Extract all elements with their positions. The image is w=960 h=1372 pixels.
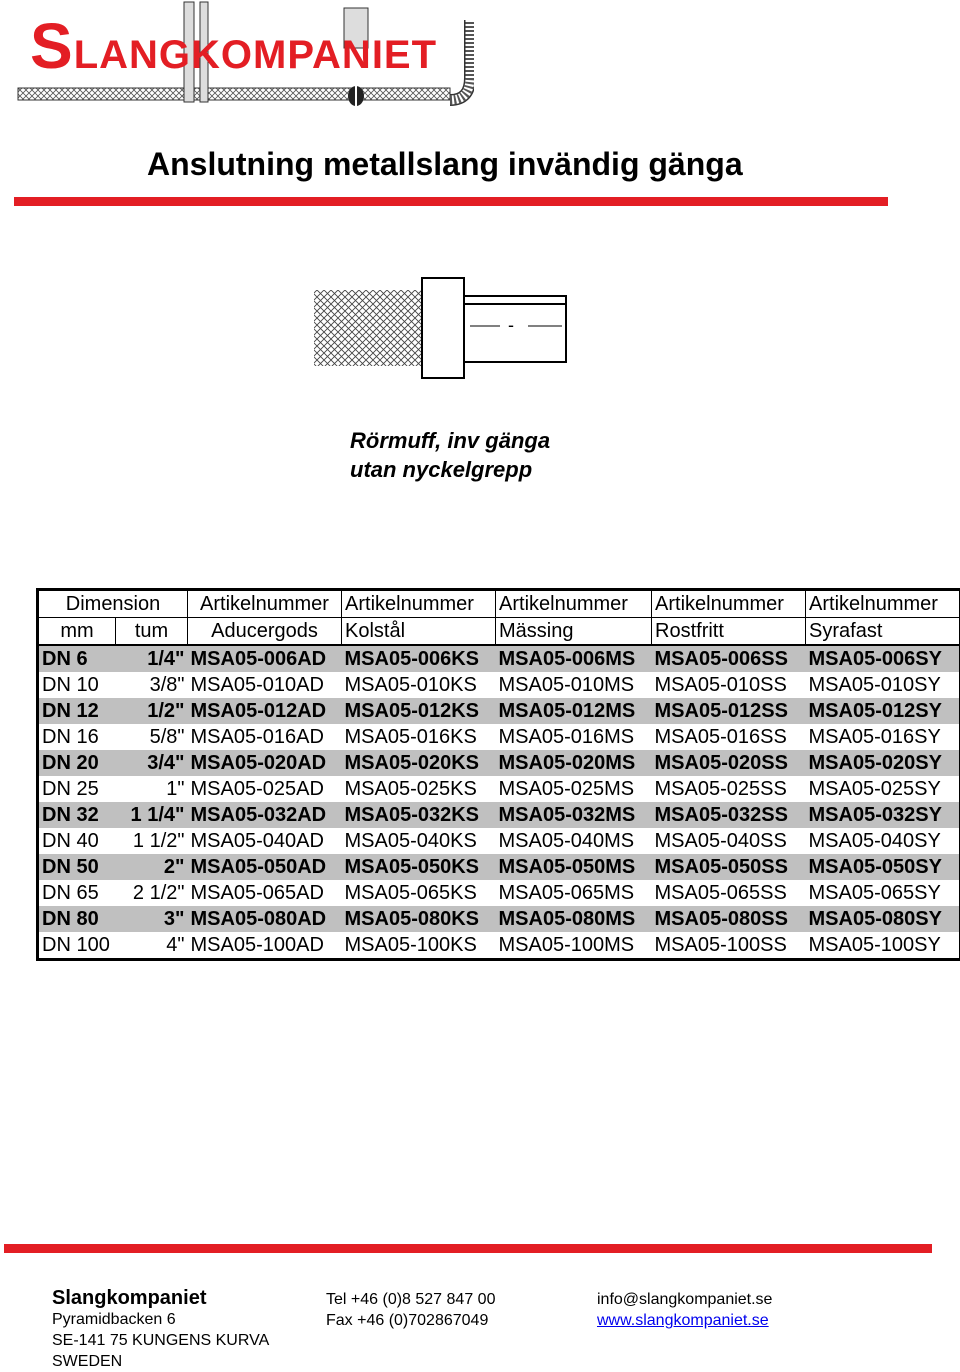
cell-tum: 2 1/2" xyxy=(116,880,188,906)
header-massing: Mässing xyxy=(496,618,652,646)
cell-dn: DN 10 xyxy=(38,672,116,698)
cell-article-number: MSA05-050KS xyxy=(342,854,496,880)
table-row xyxy=(38,776,960,802)
cell-article-number: MSA05-006KS xyxy=(342,645,496,672)
footer-company: Slangkompaniet xyxy=(52,1288,269,1309)
cell-article-number: MSA05-040MS xyxy=(496,828,652,854)
cell-tum: 5/8" xyxy=(116,724,188,750)
footer-city: SE-141 75 KUNGENS KURVA xyxy=(52,1330,269,1351)
footer-street: Pyramidbacken 6 xyxy=(52,1309,269,1330)
header-artikelnummer: Artikelnummer xyxy=(188,590,342,618)
cell-article-number: MSA05-025MS xyxy=(496,776,652,802)
cell-article-number: MSA05-100SY xyxy=(806,932,960,960)
cell-article-number: MSA05-016MS xyxy=(496,724,652,750)
article-table xyxy=(36,588,960,961)
cell-article-number: MSA05-016SS xyxy=(652,724,806,750)
cell-article-number: MSA05-025AD xyxy=(188,776,342,802)
cell-article-number: MSA05-065KS xyxy=(342,880,496,906)
header-rostfritt: Rostfritt xyxy=(652,618,806,646)
cell-article-number: MSA05-025SY xyxy=(806,776,960,802)
header-syrafast: Syrafast xyxy=(806,618,960,646)
header-artikelnummer: Artikelnummer xyxy=(342,590,496,618)
cell-article-number: MSA05-050SY xyxy=(806,854,960,880)
cell-article-number: MSA05-040KS xyxy=(342,828,496,854)
cell-tum: 1" xyxy=(116,776,188,802)
divider-top xyxy=(14,197,888,206)
footer-email: info@slangkompaniet.se xyxy=(597,1289,772,1310)
cell-article-number: MSA05-065SY xyxy=(806,880,960,906)
cell-tum: 3" xyxy=(116,906,188,932)
caption-line-2: utan nyckelgrepp xyxy=(350,455,550,484)
header-mm: mm xyxy=(38,618,116,646)
table-row xyxy=(38,906,960,932)
cell-article-number: MSA05-006AD xyxy=(188,645,342,672)
header-artikelnummer: Artikelnummer xyxy=(496,590,652,618)
cell-article-number: MSA05-080AD xyxy=(188,906,342,932)
cell-dn: DN 16 xyxy=(38,724,116,750)
cell-dn: DN 20 xyxy=(38,750,116,776)
page-title: Anslutning metallslang invändig gänga xyxy=(147,144,743,184)
cell-article-number: MSA05-050MS xyxy=(496,854,652,880)
cell-article-number: MSA05-012SY xyxy=(806,698,960,724)
cell-article-number: MSA05-020KS xyxy=(342,750,496,776)
footer-country: SWEDEN xyxy=(52,1351,269,1372)
cell-article-number: MSA05-010SY xyxy=(806,672,960,698)
caption-line-1: Rörmuff, inv gänga xyxy=(350,426,550,455)
footer-phone xyxy=(326,1289,495,1331)
cell-tum: 1/4" xyxy=(116,645,188,672)
cell-article-number: MSA05-012AD xyxy=(188,698,342,724)
product-caption xyxy=(350,426,550,484)
cell-article-number: MSA05-032AD xyxy=(188,802,342,828)
cell-article-number: MSA05-010AD xyxy=(188,672,342,698)
cell-article-number: MSA05-100KS xyxy=(342,932,496,960)
cell-dn: DN 6 xyxy=(38,645,116,672)
footer-web-link[interactable]: www.slangkompaniet.se xyxy=(597,1312,769,1329)
cell-article-number: MSA05-025KS xyxy=(342,776,496,802)
cell-article-number: MSA05-080MS xyxy=(496,906,652,932)
footer-address xyxy=(52,1288,269,1372)
cell-tum: 3/4" xyxy=(116,750,188,776)
cell-dn: DN 100 xyxy=(38,932,116,960)
cell-article-number: MSA05-010MS xyxy=(496,672,652,698)
logo-wordmark xyxy=(30,14,437,79)
cell-article-number: MSA05-025SS xyxy=(652,776,806,802)
cell-article-number: MSA05-065AD xyxy=(188,880,342,906)
cell-dn: DN 65 xyxy=(38,880,116,906)
cell-article-number: MSA05-080SS xyxy=(652,906,806,932)
cell-tum: 4" xyxy=(116,932,188,960)
cell-article-number: MSA05-020AD xyxy=(188,750,342,776)
cell-article-number: MSA05-010SS xyxy=(652,672,806,698)
cell-article-number: MSA05-040AD xyxy=(188,828,342,854)
cell-dn: DN 32 xyxy=(38,802,116,828)
cell-article-number: MSA05-080SY xyxy=(806,906,960,932)
cell-article-number: MSA05-032SY xyxy=(806,802,960,828)
cell-article-number: MSA05-100SS xyxy=(652,932,806,960)
cell-tum: 1 1/4" xyxy=(116,802,188,828)
cell-article-number: MSA05-006MS xyxy=(496,645,652,672)
cell-article-number: MSA05-020SS xyxy=(652,750,806,776)
footer-fax: Fax +46 (0)702867049 xyxy=(326,1310,495,1331)
cell-tum: 3/8" xyxy=(116,672,188,698)
table-row xyxy=(38,750,960,776)
cell-article-number: MSA05-016SY xyxy=(806,724,960,750)
header-tum: tum xyxy=(116,618,188,646)
cell-dn: DN 50 xyxy=(38,854,116,880)
cell-dn: DN 40 xyxy=(38,828,116,854)
cell-article-number: MSA05-100MS xyxy=(496,932,652,960)
cell-article-number: MSA05-065SS xyxy=(652,880,806,906)
cell-article-number: MSA05-050AD xyxy=(188,854,342,880)
logo-rest-letters: LANGKOMPANIET xyxy=(74,33,437,77)
table-row xyxy=(38,802,960,828)
cell-dn: DN 12 xyxy=(38,698,116,724)
table-row xyxy=(38,672,960,698)
table-row xyxy=(38,880,960,906)
table-row xyxy=(38,724,960,750)
cell-article-number: MSA05-012SS xyxy=(652,698,806,724)
cell-article-number: MSA05-020SY xyxy=(806,750,960,776)
table-row xyxy=(38,854,960,880)
table-row xyxy=(38,828,960,854)
cell-dn: DN 25 xyxy=(38,776,116,802)
cell-article-number: MSA05-065MS xyxy=(496,880,652,906)
cell-article-number: MSA05-032MS xyxy=(496,802,652,828)
center-mark: - xyxy=(508,315,514,335)
fitting-drawing xyxy=(310,276,572,384)
header-artikelnummer: Artikelnummer xyxy=(652,590,806,618)
footer-tel: Tel +46 (0)8 527 847 00 xyxy=(326,1289,495,1310)
cell-article-number: MSA05-006SY xyxy=(806,645,960,672)
cell-article-number: MSA05-032SS xyxy=(652,802,806,828)
cell-article-number: MSA05-040SY xyxy=(806,828,960,854)
cell-tum: 1/2" xyxy=(116,698,188,724)
table-row xyxy=(38,698,960,724)
table-header-row-2 xyxy=(38,618,960,646)
header-dimension: Dimension xyxy=(38,590,188,618)
cell-article-number: MSA05-050SS xyxy=(652,854,806,880)
cell-dn: DN 80 xyxy=(38,906,116,932)
cell-article-number: MSA05-010KS xyxy=(342,672,496,698)
cell-article-number: MSA05-032KS xyxy=(342,802,496,828)
header-artikelnummer: Artikelnummer xyxy=(806,590,960,618)
table-row xyxy=(38,645,960,672)
cell-article-number: MSA05-012MS xyxy=(496,698,652,724)
header-aducergods: Aducergods xyxy=(188,618,342,646)
cell-tum: 1 1/2" xyxy=(116,828,188,854)
cell-article-number: MSA05-100AD xyxy=(188,932,342,960)
cell-article-number: MSA05-012KS xyxy=(342,698,496,724)
cell-article-number: MSA05-020MS xyxy=(496,750,652,776)
cell-tum: 2" xyxy=(116,854,188,880)
cell-article-number: MSA05-006SS xyxy=(652,645,806,672)
footer-contact xyxy=(597,1289,772,1331)
company-logo xyxy=(14,0,474,112)
cell-article-number: MSA05-080KS xyxy=(342,906,496,932)
table-header-row-1 xyxy=(38,590,960,618)
cell-article-number: MSA05-040SS xyxy=(652,828,806,854)
header-kolstal: Kolstål xyxy=(342,618,496,646)
table-row xyxy=(38,932,960,960)
divider-bottom xyxy=(4,1244,932,1253)
cell-article-number: MSA05-016KS xyxy=(342,724,496,750)
logo-first-letter: S xyxy=(30,10,74,82)
cell-article-number: MSA05-016AD xyxy=(188,724,342,750)
